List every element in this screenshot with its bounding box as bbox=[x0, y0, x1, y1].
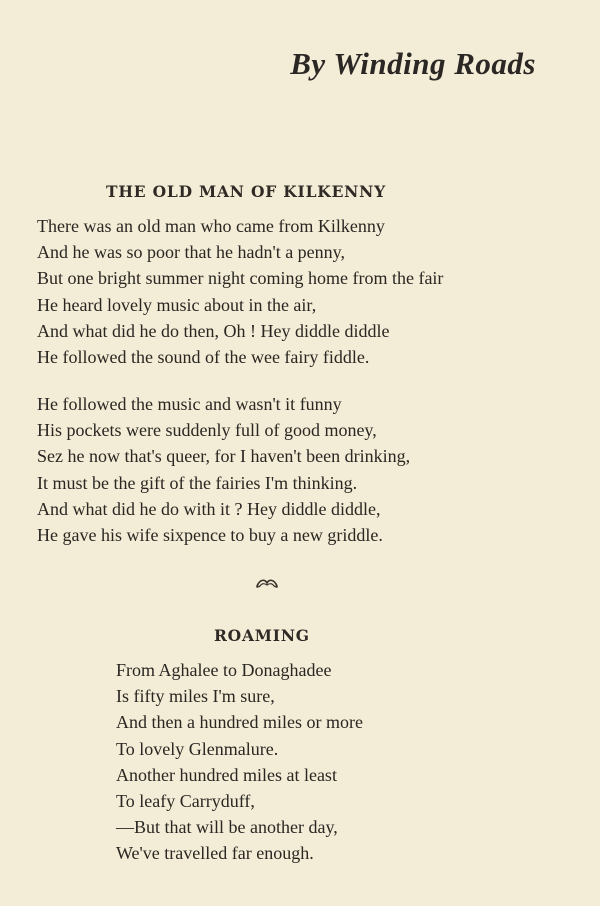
poem-title-roaming: ROAMING bbox=[214, 626, 310, 645]
verse-line: He followed the sound of the wee fairy fiddle. bbox=[37, 346, 370, 367]
poem-title-kilkenny: THE OLD MAN OF KILKENNY bbox=[106, 182, 386, 201]
verse-line: To leafy Carryduff, bbox=[116, 790, 255, 811]
verse-line: He gave his wife sixpence to buy a new griddle. bbox=[37, 524, 383, 545]
stanza-kilkenny-2 bbox=[37, 391, 410, 548]
verse-line: Another hundred miles at least bbox=[116, 764, 337, 785]
verse-line: But one bright summer night coming home from the fair bbox=[37, 268, 444, 289]
verse-line: He followed the music and wasn't it funny bbox=[37, 394, 342, 414]
stanza-kilkenny-1 bbox=[37, 213, 443, 370]
running-head: By Winding Roads bbox=[290, 46, 536, 81]
verse-line: He heard lovely music about in the air, bbox=[37, 294, 317, 315]
verse-line: There was an old man who came from Kilkenny bbox=[37, 216, 385, 236]
verse-line: Is fifty miles I'm sure, bbox=[116, 686, 275, 707]
verse-line: From Aghalee to Donaghadee bbox=[116, 660, 332, 680]
verse-line: And he was so poor that he hadn't a penny, bbox=[37, 242, 346, 263]
verse-line: His pockets were suddenly full of good money, bbox=[37, 420, 377, 441]
verse-line: And what did he do then, Oh ! Hey diddle diddle bbox=[37, 320, 390, 341]
verse-line: And what did he do with it ? Hey diddle diddle, bbox=[37, 498, 381, 519]
scroll-ornament-icon bbox=[255, 576, 279, 590]
stanza-roaming bbox=[116, 657, 363, 867]
verse-line: And then a hundred miles or more bbox=[116, 712, 363, 733]
verse-line: To lovely Glenmalure. bbox=[116, 738, 279, 759]
verse-line: It must be the gift of the fairies I'm thinking. bbox=[37, 472, 358, 493]
verse-line: Sez he now that's queer, for I haven't been drinking, bbox=[37, 446, 411, 467]
verse-line: We've travelled far enough. bbox=[116, 843, 314, 864]
verse-line: —But that will be another day, bbox=[116, 817, 338, 838]
